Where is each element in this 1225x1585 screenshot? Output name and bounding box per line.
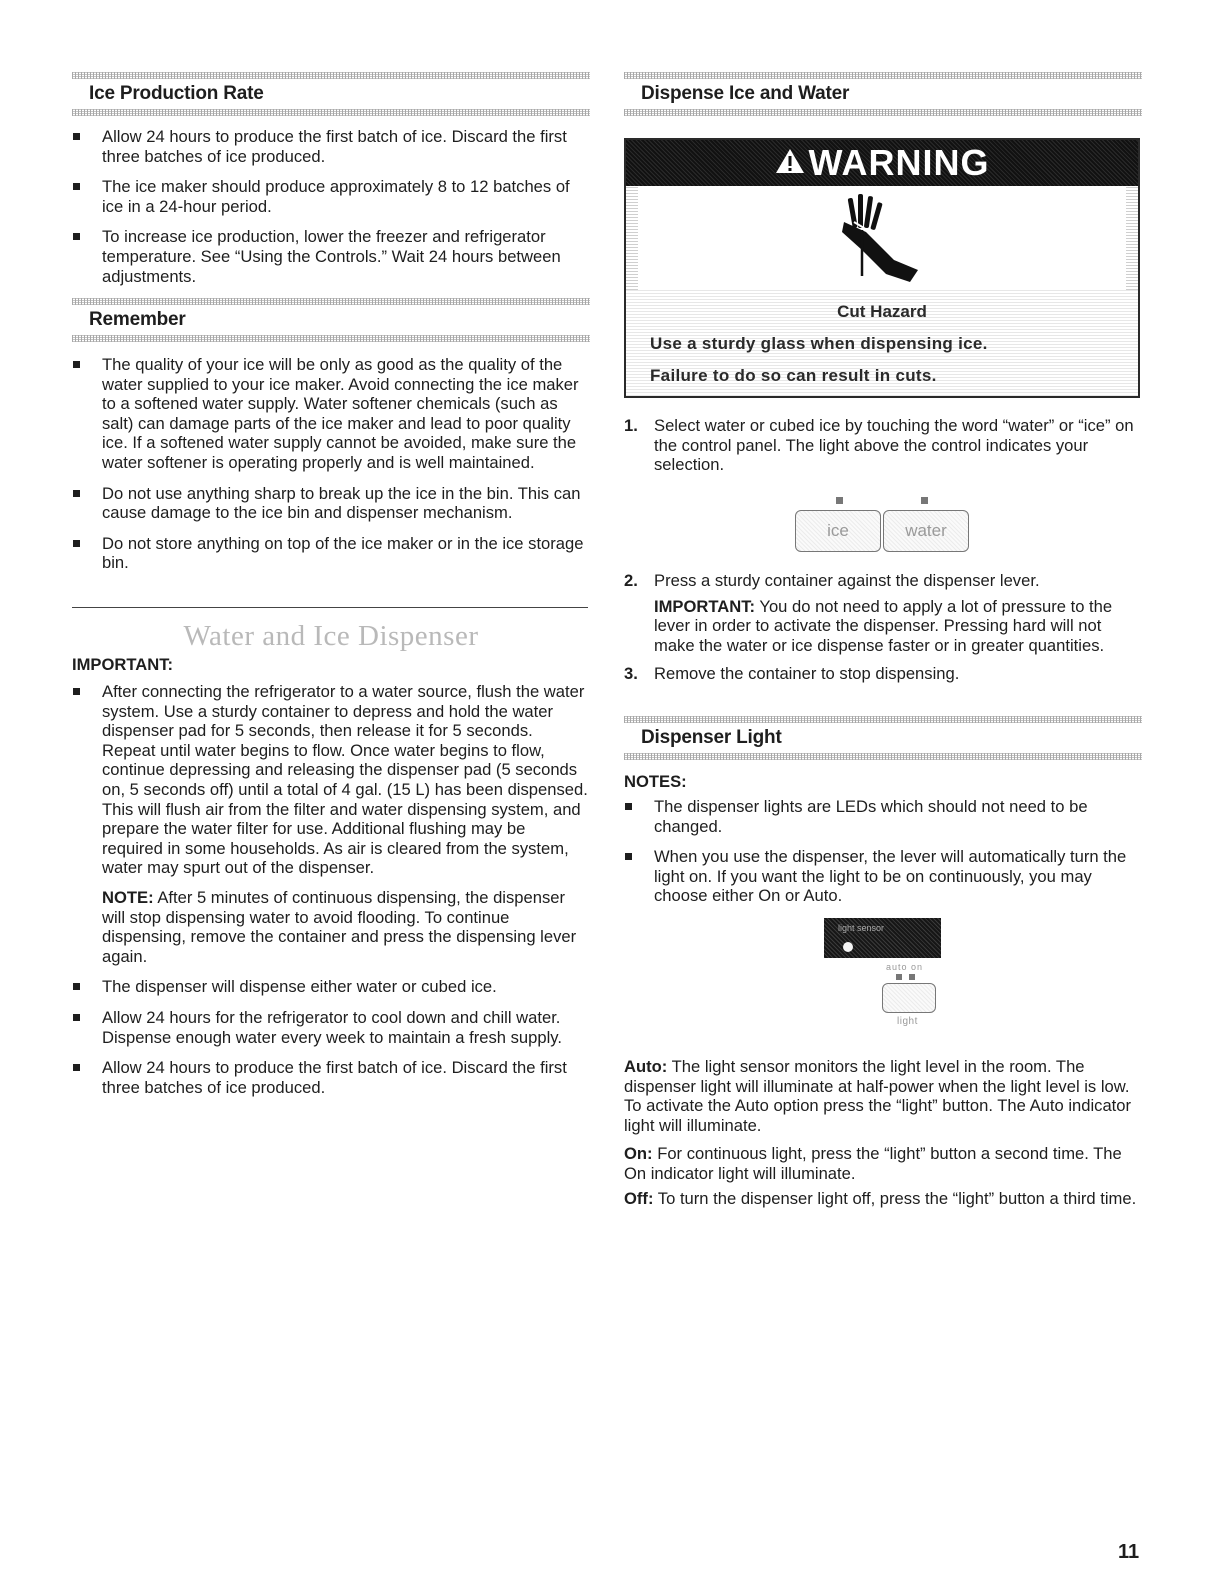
bullet-icon <box>73 233 80 240</box>
warning-illustration <box>638 186 1126 292</box>
bullet-icon <box>73 490 80 497</box>
ice-indicator-light <box>836 497 843 504</box>
dotted-rule <box>624 72 1142 79</box>
water-indicator-light <box>921 497 928 504</box>
list-item: The dispenser will dispense either water or cubed ice. <box>72 977 590 997</box>
list-item: After connecting the refrigerator to a water source, flush the water system. Use a sturdy container to depress and hold the water dispenser pad for 5 seconds, then release it for 5 seconds. Repeat until water begins to flow. Once water begins to flow, continue depressing and releasing the dispenser pad (5 seconds on, 5 seconds off) until a total of 4 gal. (15 L) has been dispensed. This will flush air from the filter and water dispensing system, and prepare the water filter for use. Additional flushing may be required in some households. As air is cleared from the system, water may spurt out of the dispenser. NOTE: After 5 minutes of continuous dispensing, the dispenser will stop dispensing water to avoid flooding. To continue dispensing, remove the container and press the dispensing lever again. <box>72 682 590 966</box>
list-item: 2. Press a sturdy container against the dispenser lever. IMPORTANT: You do not need to apply a lot of pressure to the lever in order to activate the dispenser. Pressing hard will not make the water or ice dispense faster or in greater quantities. <box>624 571 1142 655</box>
important-label: IMPORTANT: <box>72 655 174 674</box>
warning-line: Use a sturdy glass when dispensing ice. <box>650 334 988 353</box>
bullet-icon <box>73 688 80 695</box>
dispense-steps <box>624 416 1142 475</box>
list-item: To increase ice production, lower the freezer and refrigerator temperature. See “Using the Controls.” Wait 24 hours between adjustments. <box>72 227 590 286</box>
warning-text <box>626 290 1138 396</box>
auto-on-label: auto on <box>886 962 924 972</box>
warning-box <box>624 138 1140 398</box>
hazard-title: Cut Hazard <box>837 302 927 321</box>
off-paragraph: Off: To turn the dispenser light off, press the “light” button a third time. <box>624 1189 1137 1208</box>
dotted-rule <box>624 753 1142 760</box>
list-item: 1. Select water or cubed ice by touching the word “water” or “ice” on the control panel. The light above the control indicates your selection. <box>624 416 1134 475</box>
list-item: Allow 24 hours to produce the first batch of ice. Discard the first three batches of ice produced. <box>72 1058 590 1097</box>
warning-line: Failure to do so can result in cuts. <box>650 366 937 385</box>
list-item: Allow 24 hours to produce the first batch of ice. Discard the first three batches of ice produced. <box>72 127 590 166</box>
water-button[interactable]: water <box>883 510 969 552</box>
note-paragraph: NOTE: After 5 minutes of continuous dispensing, the dispenser will stop dispensing water to avoid flooding. To continue dispensing, remove the container and press the dispensing lever again. <box>102 887 577 966</box>
bullet-icon <box>73 1064 80 1071</box>
warning-banner: WARNING <box>626 140 1138 186</box>
ice-button[interactable]: ice <box>795 510 881 552</box>
auto-indicator-light <box>896 974 902 980</box>
light-button-label: light <box>897 1016 918 1027</box>
light-notes-list <box>624 797 1142 917</box>
section-title: Dispense Ice and Water <box>641 83 850 104</box>
notes-label: NOTES: <box>624 772 687 791</box>
sensor-dot-icon <box>843 942 853 952</box>
bullet-icon <box>73 133 80 140</box>
page-title: Water and Ice Dispenser <box>183 620 479 652</box>
bullet-icon <box>73 1014 80 1021</box>
remember-list <box>72 355 590 584</box>
light-button[interactable] <box>882 983 936 1013</box>
page-number: 11 <box>1118 1541 1140 1563</box>
light-sensor-label: light sensor <box>838 923 885 933</box>
dotted-rule <box>624 716 1142 723</box>
cut-hand-icon <box>836 192 922 287</box>
section-title: Dispenser Light <box>641 727 782 748</box>
list-item: 3. Remove the container to stop dispensing. <box>624 664 960 684</box>
list-item: Do not use anything sharp to break up the ice in the bin. This can cause damage to the ice bin and dispenser mechanism. <box>72 484 590 523</box>
dotted-rule <box>72 298 590 305</box>
remember-header <box>72 298 590 342</box>
list-item: The quality of your ice will be only as good as the quality of the water supplied to your ice maker. Avoid connecting the ice maker to a softened water supply. Water softener chemicals (such as salt) can damage parts of the ice maker and lead to poor quality ice. If a softened water supply cannot be avoided, make sure the water softener is operating properly and is well maintained. <box>72 355 590 473</box>
list-item: The dispenser lights are LEDs which should not need to be changed. <box>624 797 1142 836</box>
auto-paragraph: Auto: The light sensor monitors the light level in the room. The dispenser light will illuminate at half-power when the light level is low. To activate the Auto option press the “light” button. The Auto indicator light will illuminate. <box>624 1057 1132 1135</box>
list-item: The ice maker should produce approximately 8 to 12 batches of ice in a 24-hour period. <box>72 177 590 216</box>
ice-production-rate-header <box>72 72 590 116</box>
section-divider <box>72 607 588 608</box>
on-paragraph: On: For continuous light, press the “light” button a second time. The On indicator light will illuminate. <box>624 1144 1122 1183</box>
on-indicator-light <box>909 974 915 980</box>
dispenser-list <box>72 682 590 1108</box>
list-item: Allow 24 hours for the refrigerator to cool down and chill water. Dispense enough water every week to maintain a fresh supply. <box>72 1008 590 1047</box>
section-title: Remember <box>89 309 186 330</box>
dotted-rule <box>72 335 590 342</box>
bullet-icon <box>73 983 80 990</box>
important-paragraph: IMPORTANT: You do not need to apply a lot of pressure to the lever in order to activate the dispenser. Pressing hard will not make the water or ice dispense faster or in greater quantities. <box>654 596 1113 655</box>
ice-rate-list <box>72 127 590 297</box>
dispense-steps <box>624 571 1142 684</box>
dispense-header <box>624 72 1142 116</box>
bullet-icon <box>73 361 80 368</box>
bullet-icon <box>73 183 80 190</box>
dotted-rule <box>72 72 590 79</box>
bullet-icon <box>625 853 632 860</box>
dispenser-light-header <box>624 716 1142 760</box>
list-item: Do not store anything on top of the ice maker or in the ice storage bin. <box>72 534 590 573</box>
section-title: Ice Production Rate <box>89 83 264 104</box>
light-sensor-panel <box>824 918 941 958</box>
bullet-icon <box>625 803 632 810</box>
bullet-icon <box>73 540 80 547</box>
dotted-rule <box>624 109 1142 116</box>
dotted-rule <box>72 109 590 116</box>
warning-triangle-icon <box>775 142 805 184</box>
list-item: When you use the dispenser, the lever will automatically turn the light on. If you want the light to be on continuously, you may choose either On or Auto. <box>624 847 1142 906</box>
